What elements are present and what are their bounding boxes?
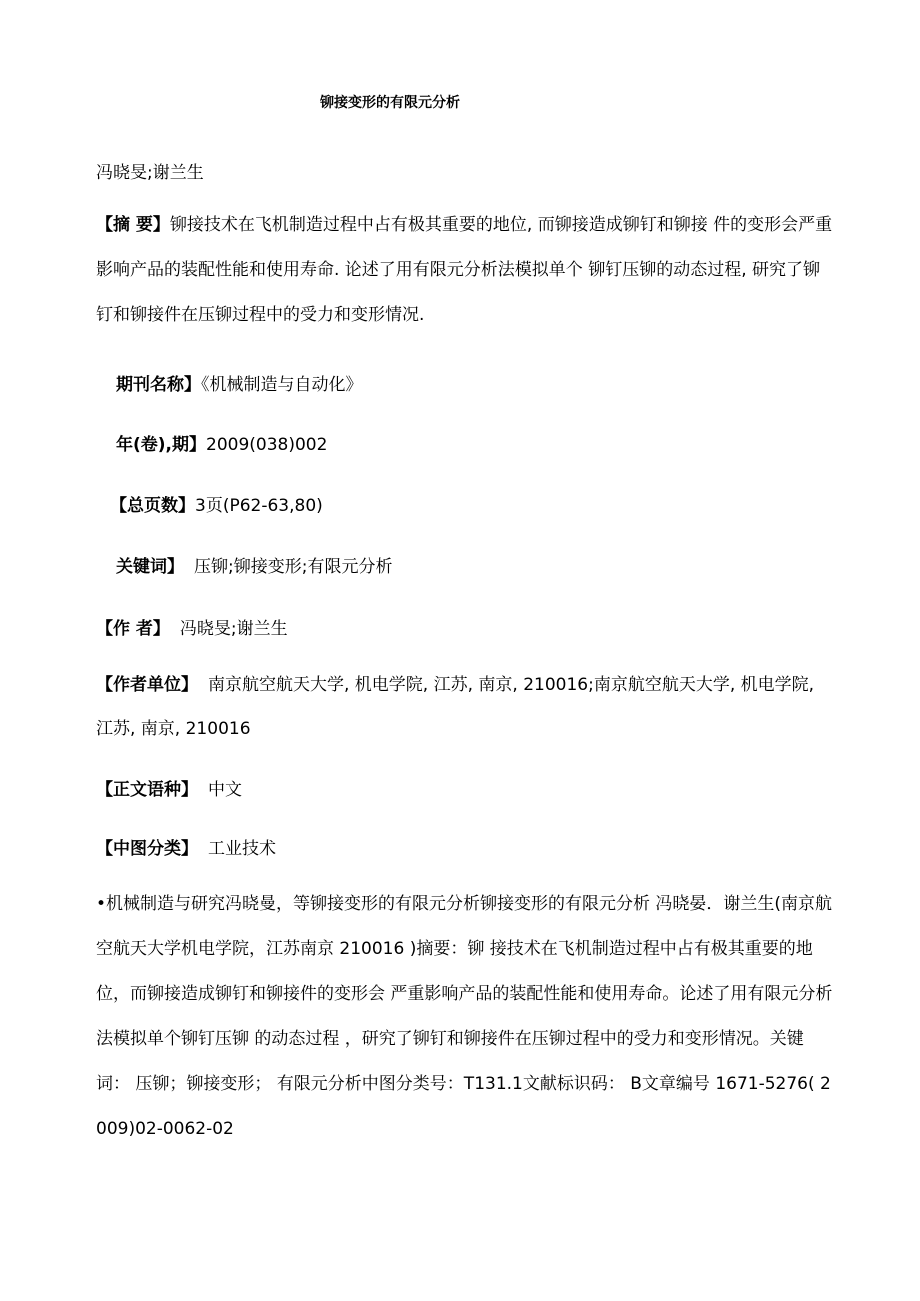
year-volume-issue-value: 2009(038)002: [206, 435, 328, 455]
total-pages-field: [110, 491, 323, 516]
total-pages-label: 【总页数】: [110, 496, 195, 516]
year-volume-issue-field: [116, 430, 327, 455]
affiliation-label: 【作者单位】: [96, 675, 198, 695]
author-field: [96, 614, 288, 639]
total-pages-value: 3页(P62-63,80): [195, 496, 323, 516]
language-field: [96, 775, 242, 800]
classification-label: 【中图分类】: [96, 839, 198, 859]
keywords-label: 关键词】: [116, 557, 184, 577]
body-text: •机械制造与研究冯晓曼，等铆接变形的有限元分析铆接变形的有限元分析 冯晓晏．谢兰生(南京航空航天大学机电学院，江苏南京 210016 )摘要：铆 接技术在飞机制造过程中占有极其重要的地位，而铆接造成铆钉和铆接件的变形会 严重影响产品的装配性能和使用寿命。论述了用有限元分析法模拟单个铆钉压铆 的动态过程 ，研究了铆钉和铆接件在压铆过程中的受力和变形情况。关键词： 压铆；铆接变形； 有限元分析中图分类号：T131.1文献标识码： B文章编号 1671-5276( 2009)02-0062-02: [96, 894, 833, 1139]
affiliation-value: 南京航空航天大学, 机电学院, 江苏, 南京, 210016;南京航空航天大学, 机电学院, 江苏, 南京, 210016: [96, 675, 815, 739]
language-value: 中文: [208, 780, 242, 800]
classification-value: 工业技术: [208, 839, 276, 859]
authors-line: 冯晓旻;谢兰生: [96, 163, 204, 183]
keywords-field: [116, 552, 392, 577]
year-volume-issue-label: 年(卷),期】: [116, 435, 206, 455]
author-value: 冯晓旻;谢兰生: [179, 619, 288, 639]
author-label: 【作 者】: [96, 619, 170, 639]
journal-value: 《机械制造与自动化》: [201, 375, 363, 395]
keywords-value: 压铆;铆接变形;有限元分析: [194, 557, 393, 577]
language-label: 【正文语种】: [96, 780, 198, 800]
journal-label: 期刊名称】: [116, 375, 201, 395]
classification-field: [96, 834, 276, 859]
abstract-label: 【摘 要】: [96, 215, 170, 235]
abstract-block: [96, 203, 836, 338]
affiliation-field: [96, 663, 836, 751]
abstract-text: 铆接技术在飞机制造过程中占有极其重要的地位, 而铆接造成铆钉和铆接 件的变形会严重影响产品的装配性能和使用寿命. 论述了用有限元分析法模拟单个 铆钉压铆的动态过程, 研究了铆钉和铆接件在压铆过程中的受力和变形情况.: [96, 215, 833, 325]
journal-field: [116, 370, 363, 395]
document-title: 铆接变形的有限元分析: [320, 95, 460, 111]
